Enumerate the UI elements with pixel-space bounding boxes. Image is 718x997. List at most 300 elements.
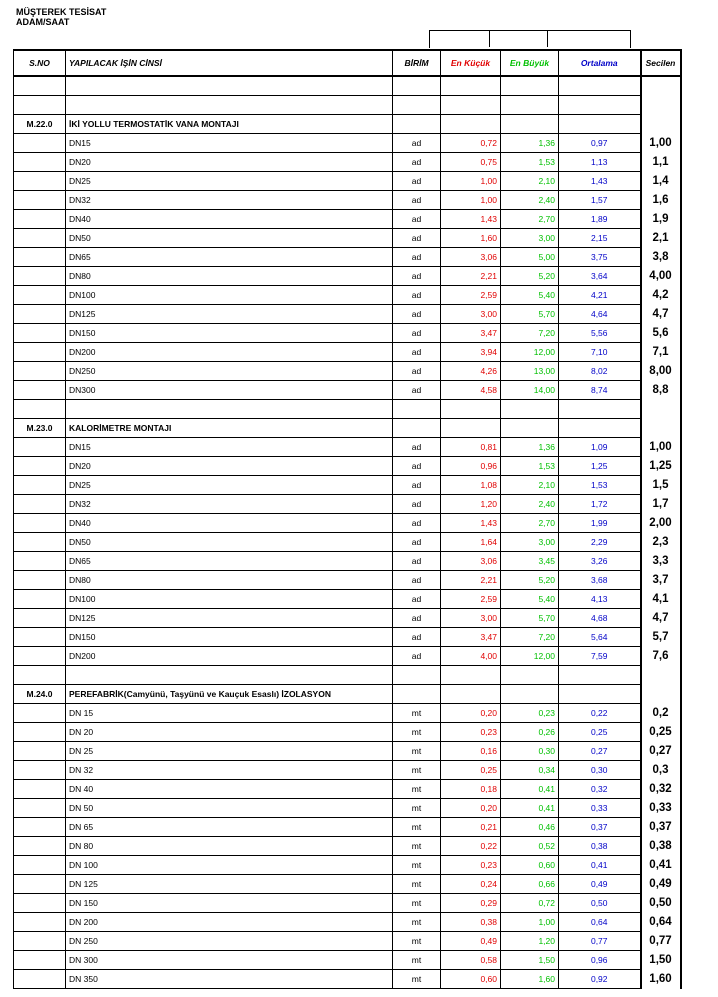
document-subtitle: ADAM/SAAT <box>16 17 70 27</box>
min-value: 2,21 <box>441 571 501 590</box>
min-value: 1,64 <box>441 533 501 552</box>
avg-value: 1,99 <box>559 514 641 533</box>
empty-cell <box>641 115 681 134</box>
col-header-min: En Küçük <box>441 50 501 76</box>
min-value: 1,08 <box>441 476 501 495</box>
spacer-row <box>14 76 681 96</box>
sno-cell <box>14 248 66 267</box>
selected-value: 3,8 <box>641 248 681 267</box>
sno-cell <box>14 438 66 457</box>
sno-cell <box>14 780 66 799</box>
unit-cell: ad <box>393 381 441 400</box>
avg-value: 1,13 <box>559 153 641 172</box>
selected-value: 4,7 <box>641 609 681 628</box>
section-header-row <box>14 685 681 704</box>
sno-cell <box>14 381 66 400</box>
section-title: KALORİMETRE MONTAJI <box>66 419 393 438</box>
unit-cell: ad <box>393 210 441 229</box>
avg-value: 0,64 <box>559 913 641 932</box>
item-name: DN15 <box>66 134 393 153</box>
selected-value: 4,7 <box>641 305 681 324</box>
sno-cell <box>14 761 66 780</box>
item-name: DN 100 <box>66 856 393 875</box>
max-value: 3,45 <box>501 552 559 571</box>
spacer-row <box>14 400 681 419</box>
section-title: İKİ YOLLU TERMOSTATİK VANA MONTAJI <box>66 115 393 134</box>
unit-cell: mt <box>393 723 441 742</box>
min-value: 0,18 <box>441 780 501 799</box>
min-value: 3,06 <box>441 248 501 267</box>
min-value: 0,29 <box>441 894 501 913</box>
sno-cell <box>14 305 66 324</box>
empty-cell <box>559 666 641 685</box>
sno-cell <box>14 343 66 362</box>
item-name: DN20 <box>66 457 393 476</box>
avg-value: 7,10 <box>559 343 641 362</box>
sno-cell <box>14 799 66 818</box>
item-name: DN200 <box>66 647 393 666</box>
item-name: DN125 <box>66 305 393 324</box>
item-name: DN 300 <box>66 951 393 970</box>
empty-cell <box>501 400 559 419</box>
unit-cell: ad <box>393 324 441 343</box>
selected-value: 7,1 <box>641 343 681 362</box>
max-value: 1,36 <box>501 134 559 153</box>
sno-cell <box>14 457 66 476</box>
item-name: DN80 <box>66 571 393 590</box>
table-row <box>14 134 681 153</box>
empty-cell <box>501 419 559 438</box>
avg-value: 0,22 <box>559 704 641 723</box>
item-name: DN40 <box>66 514 393 533</box>
table-row <box>14 495 681 514</box>
max-value: 0,34 <box>501 761 559 780</box>
selected-value: 1,5 <box>641 476 681 495</box>
min-value: 4,26 <box>441 362 501 381</box>
min-value: 1,00 <box>441 172 501 191</box>
sno-cell <box>14 932 66 951</box>
table-row <box>14 324 681 343</box>
max-value: 1,50 <box>501 951 559 970</box>
avg-value: 0,77 <box>559 932 641 951</box>
max-value: 2,40 <box>501 191 559 210</box>
max-value: 2,70 <box>501 210 559 229</box>
avg-value: 8,74 <box>559 381 641 400</box>
max-value: 0,60 <box>501 856 559 875</box>
min-value: 4,00 <box>441 647 501 666</box>
selected-value: 1,6 <box>641 191 681 210</box>
max-value: 1,53 <box>501 153 559 172</box>
item-name: DN40 <box>66 210 393 229</box>
item-name: DN 350 <box>66 970 393 989</box>
sno-cell <box>14 476 66 495</box>
item-name: DN65 <box>66 248 393 267</box>
unit-cell: ad <box>393 343 441 362</box>
table-row <box>14 438 681 457</box>
max-value: 1,36 <box>501 438 559 457</box>
item-name: DN 250 <box>66 932 393 951</box>
sno-cell <box>14 191 66 210</box>
item-name: DN 65 <box>66 818 393 837</box>
item-name: DN80 <box>66 267 393 286</box>
max-value: 1,00 <box>501 913 559 932</box>
empty-cell <box>441 76 501 96</box>
section-header-row <box>14 419 681 438</box>
unit-cell: ad <box>393 476 441 495</box>
sno-cell <box>14 913 66 932</box>
table-row <box>14 970 681 989</box>
empty-cell <box>641 96 681 115</box>
selected-value: 1,50 <box>641 951 681 970</box>
item-name: DN 150 <box>66 894 393 913</box>
min-value: 0,23 <box>441 856 501 875</box>
max-value: 5,70 <box>501 305 559 324</box>
table-row <box>14 799 681 818</box>
avg-value: 8,02 <box>559 362 641 381</box>
table-row <box>14 780 681 799</box>
empty-cell <box>559 115 641 134</box>
unit-cell: mt <box>393 799 441 818</box>
table-row <box>14 647 681 666</box>
table-row <box>14 457 681 476</box>
item-name: DN125 <box>66 609 393 628</box>
unit-cell: mt <box>393 837 441 856</box>
selected-value: 1,1 <box>641 153 681 172</box>
avg-value: 0,49 <box>559 875 641 894</box>
max-value: 2,10 <box>501 172 559 191</box>
sno-cell <box>14 837 66 856</box>
max-value: 14,00 <box>501 381 559 400</box>
sno-cell <box>14 267 66 286</box>
empty-cell <box>641 685 681 704</box>
selected-value: 7,6 <box>641 647 681 666</box>
section-code: M.23.0 <box>14 419 66 438</box>
sno-cell <box>14 970 66 989</box>
unit-cell: ad <box>393 229 441 248</box>
item-name: DN25 <box>66 172 393 191</box>
max-value: 7,20 <box>501 324 559 343</box>
empty-cell <box>501 96 559 115</box>
avg-value: 0,96 <box>559 951 641 970</box>
header-top-divider <box>489 30 490 47</box>
empty-cell <box>559 419 641 438</box>
selected-value: 1,25 <box>641 457 681 476</box>
empty-cell <box>641 419 681 438</box>
unit-cell: ad <box>393 286 441 305</box>
sno-cell <box>14 552 66 571</box>
item-name: DN 20 <box>66 723 393 742</box>
unit-cell: ad <box>393 248 441 267</box>
avg-value: 2,29 <box>559 533 641 552</box>
empty-cell <box>501 666 559 685</box>
col-header-sno: S.NO <box>14 50 66 76</box>
min-value: 1,43 <box>441 210 501 229</box>
min-value: 0,72 <box>441 134 501 153</box>
max-value: 0,23 <box>501 704 559 723</box>
table-row <box>14 552 681 571</box>
unit-cell: mt <box>393 742 441 761</box>
unit-cell: ad <box>393 191 441 210</box>
selected-value: 5,6 <box>641 324 681 343</box>
document-title: MÜŞTEREK TESİSAT <box>16 7 107 17</box>
sno-cell <box>14 571 66 590</box>
selected-value: 1,00 <box>641 134 681 153</box>
item-name: DN200 <box>66 343 393 362</box>
avg-value: 1,53 <box>559 476 641 495</box>
min-value: 4,58 <box>441 381 501 400</box>
unit-cell: mt <box>393 913 441 932</box>
unit-cell: mt <box>393 875 441 894</box>
item-name: DN250 <box>66 362 393 381</box>
table-row <box>14 343 681 362</box>
max-value: 1,60 <box>501 970 559 989</box>
empty-cell <box>393 400 441 419</box>
sno-cell <box>14 723 66 742</box>
table-row <box>14 875 681 894</box>
table-row <box>14 286 681 305</box>
min-value: 3,00 <box>441 609 501 628</box>
selected-value: 0,2 <box>641 704 681 723</box>
max-value: 5,20 <box>501 571 559 590</box>
empty-cell <box>501 685 559 704</box>
table-row <box>14 210 681 229</box>
selected-value: 4,1 <box>641 590 681 609</box>
sno-cell <box>14 590 66 609</box>
avg-value: 2,15 <box>559 229 641 248</box>
min-value: 0,20 <box>441 799 501 818</box>
avg-value: 3,64 <box>559 267 641 286</box>
unit-cell: ad <box>393 609 441 628</box>
min-value: 1,60 <box>441 229 501 248</box>
unit-cell: mt <box>393 951 441 970</box>
min-value: 3,47 <box>441 324 501 343</box>
sno-cell <box>14 894 66 913</box>
table-row <box>14 761 681 780</box>
sno-cell <box>14 951 66 970</box>
empty-cell <box>559 76 641 96</box>
min-value: 0,16 <box>441 742 501 761</box>
avg-value: 3,68 <box>559 571 641 590</box>
sno-cell <box>14 704 66 723</box>
min-value: 0,25 <box>441 761 501 780</box>
min-value: 2,59 <box>441 286 501 305</box>
empty-cell <box>441 666 501 685</box>
sno-cell <box>14 514 66 533</box>
empty-cell <box>501 115 559 134</box>
avg-value: 1,72 <box>559 495 641 514</box>
sno-cell <box>14 286 66 305</box>
item-name: DN 125 <box>66 875 393 894</box>
selected-value: 1,00 <box>641 438 681 457</box>
max-value: 3,00 <box>501 229 559 248</box>
max-value: 2,70 <box>501 514 559 533</box>
avg-value: 0,37 <box>559 818 641 837</box>
selected-value: 1,7 <box>641 495 681 514</box>
max-value: 5,70 <box>501 609 559 628</box>
spacer-row <box>14 666 681 685</box>
max-value: 0,41 <box>501 799 559 818</box>
avg-value: 1,43 <box>559 172 641 191</box>
empty-cell <box>641 76 681 96</box>
spacer-row <box>14 96 681 115</box>
avg-value: 0,32 <box>559 780 641 799</box>
empty-cell <box>66 96 393 115</box>
sno-cell <box>14 647 66 666</box>
col-header-selected: Secilen <box>641 50 681 76</box>
empty-cell <box>393 115 441 134</box>
empty-cell <box>559 96 641 115</box>
avg-value: 1,09 <box>559 438 641 457</box>
unit-cell: mt <box>393 704 441 723</box>
min-value: 3,06 <box>441 552 501 571</box>
selected-value: 3,3 <box>641 552 681 571</box>
avg-value: 1,25 <box>559 457 641 476</box>
min-value: 3,94 <box>441 343 501 362</box>
empty-cell <box>393 666 441 685</box>
avg-value: 4,68 <box>559 609 641 628</box>
section-header-row <box>14 115 681 134</box>
max-value: 1,20 <box>501 932 559 951</box>
table-row <box>14 267 681 286</box>
avg-value: 0,25 <box>559 723 641 742</box>
table-row <box>14 704 681 723</box>
max-value: 12,00 <box>501 343 559 362</box>
table-row <box>14 609 681 628</box>
sno-cell <box>14 533 66 552</box>
table-row <box>14 476 681 495</box>
empty-cell <box>66 400 393 419</box>
col-header-unit: BİRİM <box>393 50 441 76</box>
selected-value: 8,00 <box>641 362 681 381</box>
sno-cell <box>14 362 66 381</box>
selected-value: 0,3 <box>641 761 681 780</box>
selected-value: 0,27 <box>641 742 681 761</box>
unit-cell: mt <box>393 818 441 837</box>
item-name: DN25 <box>66 476 393 495</box>
table-row <box>14 894 681 913</box>
item-name: DN 80 <box>66 837 393 856</box>
table-row <box>14 590 681 609</box>
item-name: DN65 <box>66 552 393 571</box>
max-value: 13,00 <box>501 362 559 381</box>
selected-value: 0,38 <box>641 837 681 856</box>
unit-cell: ad <box>393 172 441 191</box>
avg-value: 4,13 <box>559 590 641 609</box>
avg-value: 0,97 <box>559 134 641 153</box>
max-value: 0,52 <box>501 837 559 856</box>
empty-cell <box>66 666 393 685</box>
max-value: 0,41 <box>501 780 559 799</box>
unit-cell: ad <box>393 647 441 666</box>
empty-cell <box>441 115 501 134</box>
max-value: 1,53 <box>501 457 559 476</box>
unit-cell: ad <box>393 571 441 590</box>
sno-cell <box>14 210 66 229</box>
unit-cell: ad <box>393 267 441 286</box>
selected-value: 2,1 <box>641 229 681 248</box>
min-value: 3,47 <box>441 628 501 647</box>
sno-cell <box>14 856 66 875</box>
item-name: DN32 <box>66 495 393 514</box>
selected-value: 1,9 <box>641 210 681 229</box>
min-value: 0,75 <box>441 153 501 172</box>
selected-value: 2,00 <box>641 514 681 533</box>
empty-cell <box>441 96 501 115</box>
item-name: DN15 <box>66 438 393 457</box>
unit-cell: ad <box>393 533 441 552</box>
unit-cell: mt <box>393 932 441 951</box>
avg-value: 4,21 <box>559 286 641 305</box>
max-value: 12,00 <box>501 647 559 666</box>
unit-cell: ad <box>393 362 441 381</box>
max-value: 0,66 <box>501 875 559 894</box>
avg-value: 0,33 <box>559 799 641 818</box>
avg-value: 0,50 <box>559 894 641 913</box>
table-row <box>14 742 681 761</box>
item-name: DN 25 <box>66 742 393 761</box>
selected-value: 0,33 <box>641 799 681 818</box>
selected-value: 0,32 <box>641 780 681 799</box>
avg-value: 1,57 <box>559 191 641 210</box>
empty-cell <box>641 666 681 685</box>
unit-cell: mt <box>393 970 441 989</box>
min-value: 0,60 <box>441 970 501 989</box>
header-top-box <box>429 30 631 48</box>
table-row <box>14 305 681 324</box>
max-value: 5,40 <box>501 286 559 305</box>
min-value: 0,58 <box>441 951 501 970</box>
table-row <box>14 951 681 970</box>
empty-cell <box>441 419 501 438</box>
item-name: DN 40 <box>66 780 393 799</box>
unit-cell: ad <box>393 552 441 571</box>
selected-value: 0,50 <box>641 894 681 913</box>
empty-cell <box>501 76 559 96</box>
item-name: DN150 <box>66 628 393 647</box>
unit-cell: ad <box>393 134 441 153</box>
avg-value: 1,89 <box>559 210 641 229</box>
sno-cell <box>14 153 66 172</box>
sno-cell <box>14 134 66 153</box>
avg-value: 4,64 <box>559 305 641 324</box>
table-row <box>14 381 681 400</box>
table-row <box>14 248 681 267</box>
min-value: 0,81 <box>441 438 501 457</box>
avg-value: 3,75 <box>559 248 641 267</box>
section-code: M.24.0 <box>14 685 66 704</box>
sno-cell <box>14 628 66 647</box>
unit-cell: ad <box>393 590 441 609</box>
empty-cell <box>441 685 501 704</box>
min-value: 1,00 <box>441 191 501 210</box>
selected-value: 1,60 <box>641 970 681 989</box>
empty-cell <box>393 76 441 96</box>
item-name: DN100 <box>66 590 393 609</box>
item-name: DN50 <box>66 533 393 552</box>
unit-cell: ad <box>393 495 441 514</box>
avg-value: 0,92 <box>559 970 641 989</box>
min-value: 1,43 <box>441 514 501 533</box>
table-row <box>14 533 681 552</box>
unit-cell: ad <box>393 438 441 457</box>
item-name: DN20 <box>66 153 393 172</box>
header-top-divider <box>547 30 548 47</box>
empty-cell <box>14 76 66 96</box>
sno-cell <box>14 324 66 343</box>
min-value: 0,23 <box>441 723 501 742</box>
table-row <box>14 913 681 932</box>
col-header-max: En Büyük <box>501 50 559 76</box>
